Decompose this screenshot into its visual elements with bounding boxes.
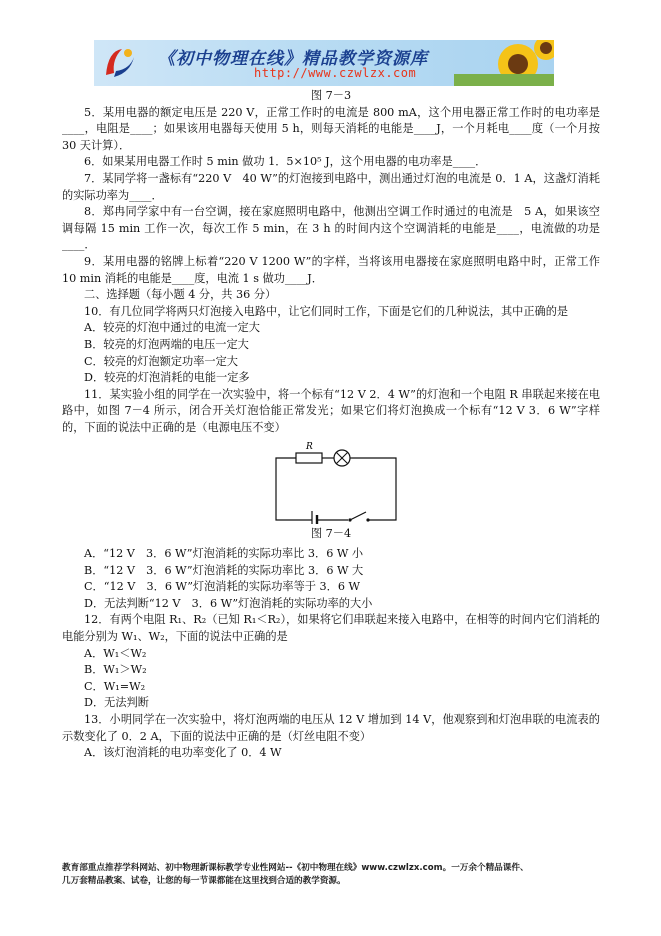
footer-line-1: 教育部重点推荐学科网站、初中物理新课标教学专业性网站--《初中物理在线》www.czwlzx.com。一万余个精品课件、 [62, 863, 529, 873]
header-banner [94, 40, 554, 86]
site-logo-icon [100, 43, 140, 83]
question-8: 8．郑冉同学家中有一台空调，接在家庭照明电路中，他测出空调工作时通过的电流是 5 A，如果该空调每隔 15 min 工作一次，每次工作 5 min，在 3 h 的时间内这个空调消耗的电能是____，电流做的功是____． [62, 205, 600, 252]
question-13: 13．小明同学在一次实验中，将灯泡两端的电压从 12 V 增加到 14 V，他观察到和灯泡串联的电流表的示数变化了 0．2 A，下面的说法中正确的是（灯丝电阻不变） [62, 713, 600, 743]
section-2-heading: 二、选择题（每小题 4 分，共 36 分） [84, 288, 277, 302]
question-6: 6．如果某用电器工作时 5 min 做功 1．5×10⁵ J，这个用电器的电功率是____． [84, 155, 487, 169]
q12-option-b: B．W₁＞W₂ [84, 663, 147, 677]
q12-option-c: C．W₁=W₂ [84, 679, 146, 693]
circuit-wire-right [352, 458, 396, 520]
figure-7-4-caption: 图 7－4 [310, 527, 352, 541]
question-7: 7．某同学将一盏标有“220 V 40 W”的灯泡接到电路中，测出通过灯泡的电流是 0．1 A，这盏灯消耗的实际功率为____． [62, 171, 600, 202]
q11-option-a: A．“12 V 3．6 W”灯泡消耗的实际功率比 3．6 W 小 [84, 547, 364, 561]
resistor-r [296, 453, 322, 463]
circuit-wire [276, 458, 312, 520]
q10-option-b: B．较亮的灯泡两端的电压一定大 [84, 337, 249, 351]
question-12: 12．有两个电阻 R₁、R₂（已知 R₁＜R₂），如果将它们串联起来接入电路中，在相等的时间内它们消耗的电能分别为 W₁、W₂，下面的说法中正确的是 [62, 613, 600, 644]
q13-option-a: A．该灯泡消耗的电功率变化了 0．4 W [84, 746, 282, 760]
figure-7-3-caption: 图 7－3 [310, 89, 352, 102]
q10-option-c: C．较亮的灯泡额定功率一定大 [84, 354, 238, 368]
q10-option-a: A．较亮的灯泡中通过的电流一定大 [84, 321, 260, 335]
question-5: 5．某用电器的额定电压是 220 V，正常工作时的电流是 800 mA，这个用电器正常工作时的电功率是____，电阻是____；如果该用电器每天使用 5 h，则每天消耗的电能是____J，一个月耗电____度（一个月按 30 天计算）． [62, 105, 600, 152]
q11-option-d: D．无法判断“12 V 3．6 W”灯泡消耗的实际功率的大小 [84, 596, 373, 610]
banner-url[interactable]: http://www.czwlzx.com [254, 66, 417, 80]
question-11: 11．某实验小组的同学在一次实验中，将一个标有“12 V 2．4 W”的灯泡和一个电阻 R 串联起来接在电路中，如图 7－4 所示，闭合开关灯泡恰能正常发光；如果它们将灯泡换成一个标有“12 V 3．6 W”字样的，下面的说法中正确的是（电源电压不变） [62, 387, 600, 434]
question-9: 9．某用电器的铭牌上标着“220 V 1200 W”的字样，当将该用电器接在家庭照明电路中时，正常工作 10 min 消耗的电能是____度，电流 1 s 做功____J． [62, 254, 600, 285]
document-body [62, 88, 600, 762]
sunflower-icon [454, 40, 554, 86]
banner-title: 《初中物理在线》精品教学资源库 [158, 49, 428, 69]
q12-option-a: A．W₁＜W₂ [84, 646, 147, 660]
resistor-label: R [306, 442, 313, 453]
q10-option-d: D．较亮的灯泡消耗的电能一定多 [84, 371, 250, 385]
q11-option-c: C．“12 V 3．6 W”灯泡消耗的实际功率等于 3．6 W [84, 580, 361, 594]
q11-option-b: B．“12 V 3．6 W”灯泡消耗的实际功率比 3．6 W 大 [84, 563, 364, 577]
page-footer [62, 862, 602, 888]
question-10: 10．有几位同学将两只灯泡接入电路中，让它们同时工作，下面是它们的几种说法，其中正确的是 [84, 304, 569, 318]
q12-option-d: D．无法判断 [84, 696, 149, 710]
circuit-diagram [256, 440, 406, 524]
footer-line-2: 几万套精品教案、试卷，让您的每一节课都能在这里找到合适的教学资源。 [62, 876, 346, 886]
switch-lever [350, 512, 366, 520]
